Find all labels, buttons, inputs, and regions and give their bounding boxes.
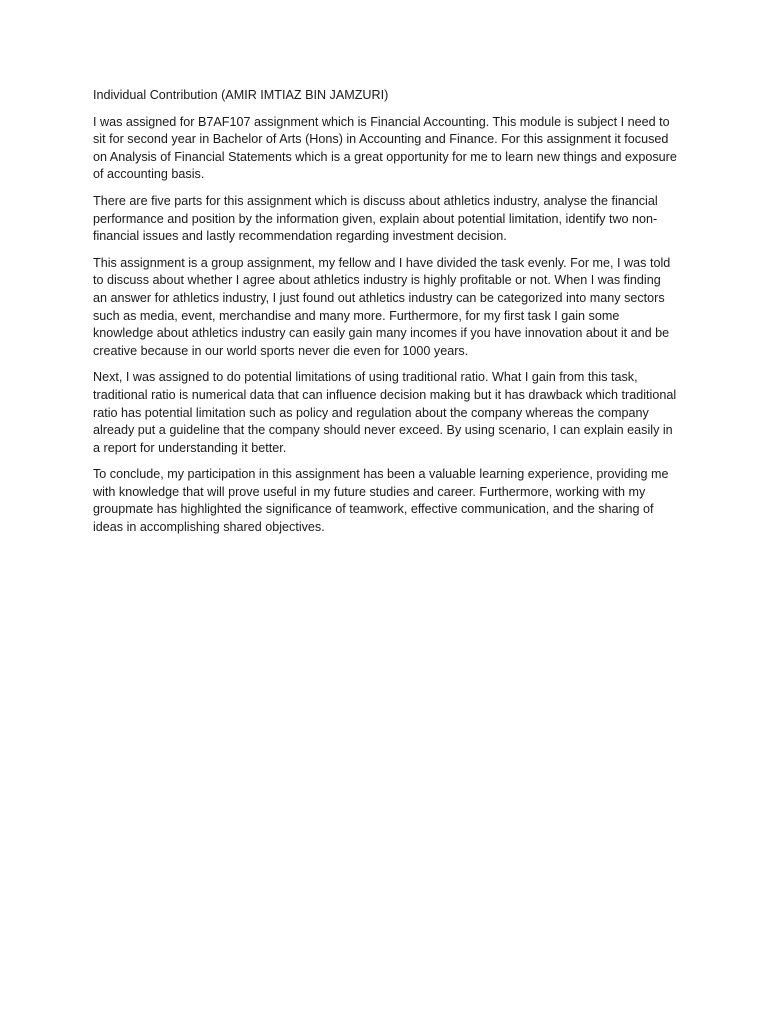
paragraph-conclusion: To conclude, my participation in this assignment has been a valuable learning experience, providing me with knowledge that will prove useful in my future studies and career. Furthermore, working with my groupmate has highlighted the significance of teamwork, effective communication, and the sharing of ideas in accomplishing shared objectives. bbox=[93, 467, 669, 535]
document-body bbox=[93, 87, 678, 546]
paragraph-second-task: Next, I was assigned to do potential limitations of using traditional ratio. What I gain from this task, traditional ratio is numerical data that can influence decision making but it has drawback which traditional ratio has potential limitation such as policy and regulation about the company whereas the company already put a guideline that the company should never exceed. By using scenario, I can explain easily in a report for understanding it better. bbox=[93, 370, 677, 455]
paragraph-first-task: This assignment is a group assignment, my fellow and I have divided the task evenly. For me, I was told to discuss about whether I agree about athletics industry is highly profitable or not. When I was finding an answer for athletics industry, I just found out athletics industry can be categorized into many sectors such as media, event, merchandise and many more. Furthermore, for my first task I gain some knowledge about athletics industry can easily gain many incomes if you have innovation about it and be creative because in our world sports never die even for 1000 years. bbox=[93, 255, 671, 358]
paragraph-assignment-intro: I was assigned for B7AF107 assignment which is Financial Accounting. This module is subject I need to sit for second year in Bachelor of Arts (Hons) in Accounting and Finance. For this assignment it focused on Analysis of Financial Statements which is a great opportunity for me to learn new things and exposure of accounting basis. bbox=[93, 114, 677, 182]
paragraph-assignment-parts: There are five parts for this assignment which is discuss about athletics industry, analyse the financial performance and position by the information given, explain about potential limitation, identify two non-financial issues and lastly recommendation regarding investment decision. bbox=[93, 193, 658, 244]
document-title: Individual Contribution (AMIR IMTIAZ BIN JAMZURI) bbox=[93, 88, 389, 102]
